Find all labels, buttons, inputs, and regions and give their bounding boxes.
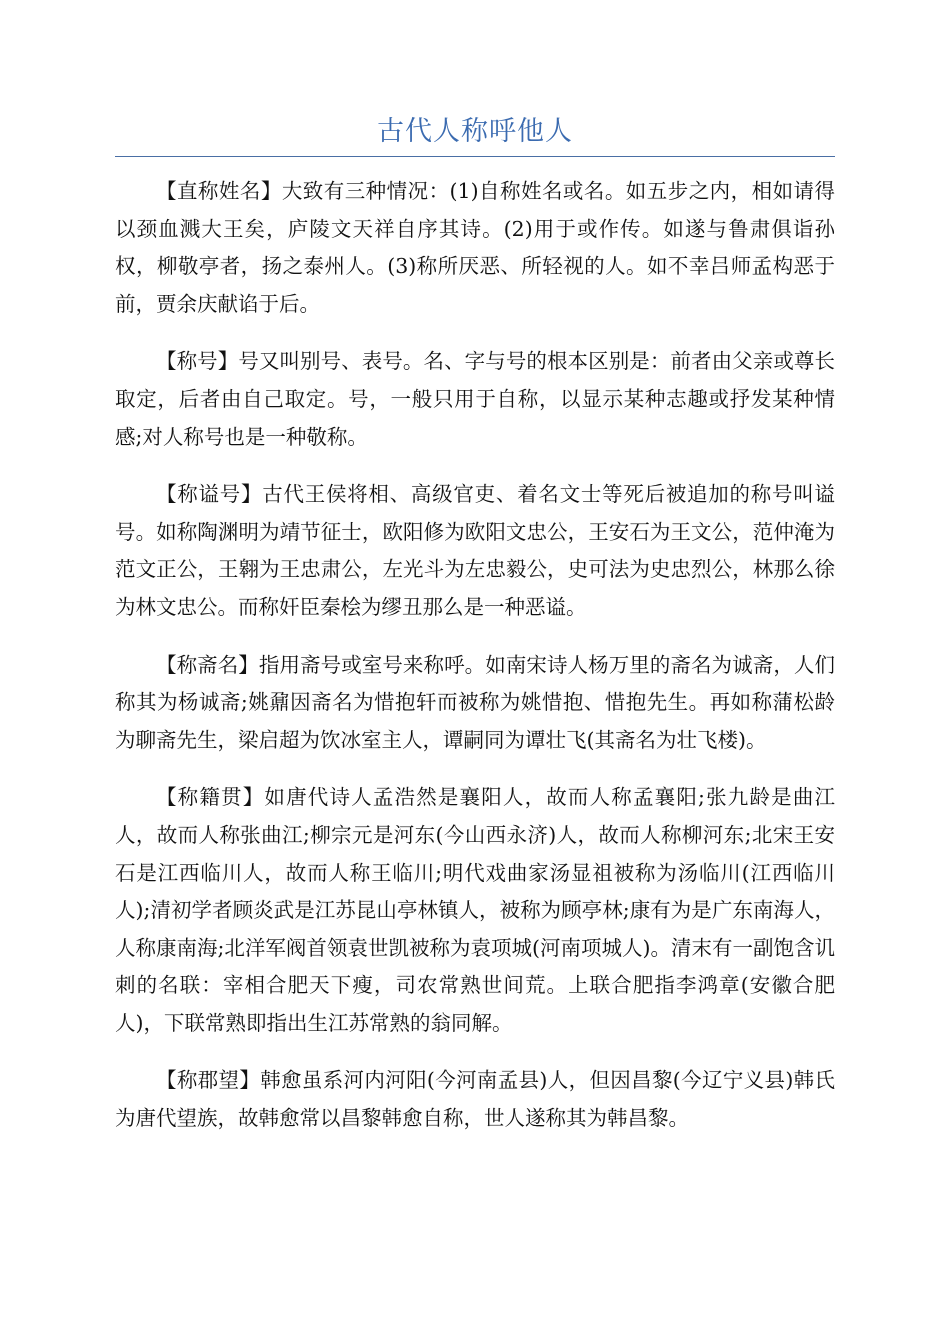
paragraph-term: 【称郡望】 [156, 1068, 261, 1093]
paragraph-text: 指用斋号或室号来称呼。如南宋诗人杨万里的斋名为诚斋，人们称其为杨诚斋;姚鼐因斋名为惜抱轩而被称为姚惜抱、惜抱先生。再如称蒲松龄为聊斋先生，梁启超为饮冰室主人，谭嗣同为谭壮飞(其斋名为壮飞楼)。 [115, 652, 835, 752]
page-title: 古代人称呼他人 [377, 116, 573, 147]
paragraph-term: 【直称姓名】 [156, 179, 282, 203]
paragraph-term: 【称号】 [156, 349, 239, 374]
paragraph-term: 【称谥号】 [156, 482, 263, 507]
paragraph-text: 大致有三种情况：(1)自称姓名或名。如五步之内，相如请得以颈血溅大王矣，庐陵文天祥自序其诗。(2)用于或作传。如遂与鲁肃俱诣孙权，柳敬亭者，扬之泰州人。(3)称所厌恶、所轻视的人。如不幸吕师孟构恶于前，贾余庆献谄于后。 [115, 179, 836, 316]
paragraph-native-place [115, 779, 835, 1042]
paragraph-text: 号又叫别号、表号。名、字与号的根本区别是：前者由父亲或尊长取定，后者由自己取定。号，一般只用于自称，以显示某种志趣或抒发某种情感;对人称号也是一种敬称。 [115, 349, 835, 449]
document-body [115, 173, 835, 1158]
paragraph-ancestral-prefecture [115, 1062, 835, 1137]
paragraph-text: 古代王侯将相、高级官吏、着名文士等死后被追加的称号叫谥号。如称陶渊明为靖节征士，欧阳修为欧阳文忠公，王安石为王文公，范仲淹为范文正公，王翱为王忠肃公，左光斗为左忠毅公，史可法为史忠烈公，林那么徐为林文忠公。而称奸臣秦桧为缪丑那么是一种恶谥。 [115, 482, 836, 619]
title-block [115, 112, 835, 157]
paragraph-term: 【称斋名】 [156, 652, 259, 677]
paragraph-term: 【称籍贯】 [156, 785, 265, 810]
paragraph-direct-name [115, 173, 835, 323]
paragraph-hao [115, 343, 835, 456]
paragraph-studio-name [115, 647, 835, 760]
paragraph-text: 韩愈虽系河内河阳(今河南孟县)人，但因昌黎(今辽宁义县)韩氏为唐代望族，故韩愈常以昌黎韩愈自称，世人遂称其为韩昌黎。 [115, 1068, 836, 1131]
paragraph-text: 如唐代诗人孟浩然是襄阳人，故而人称孟襄阳;张九龄是曲江人，故而人称张曲江;柳宗元是河东(今山西永济)人，故而人称柳河东;北宋王安石是江西临川人，故而人称王临川;明代戏曲家汤显祖被称为汤临川(江西临川人);清初学者顾炎武是江苏昆山亭林镇人，被称为顾亭林;康有为是广东南海人，人称康南海;北洋军阀首领袁世凯被称为袁项城(河南项城人)。清末有一副饱含讥刺的名联：宰相合肥天下瘦，司农常熟世间荒。上联合肥指李鸿章(安徽合肥人)，下联常熟即指出生江苏常熟的翁同解。 [115, 785, 836, 1035]
paragraph-posthumous-title [115, 476, 835, 626]
